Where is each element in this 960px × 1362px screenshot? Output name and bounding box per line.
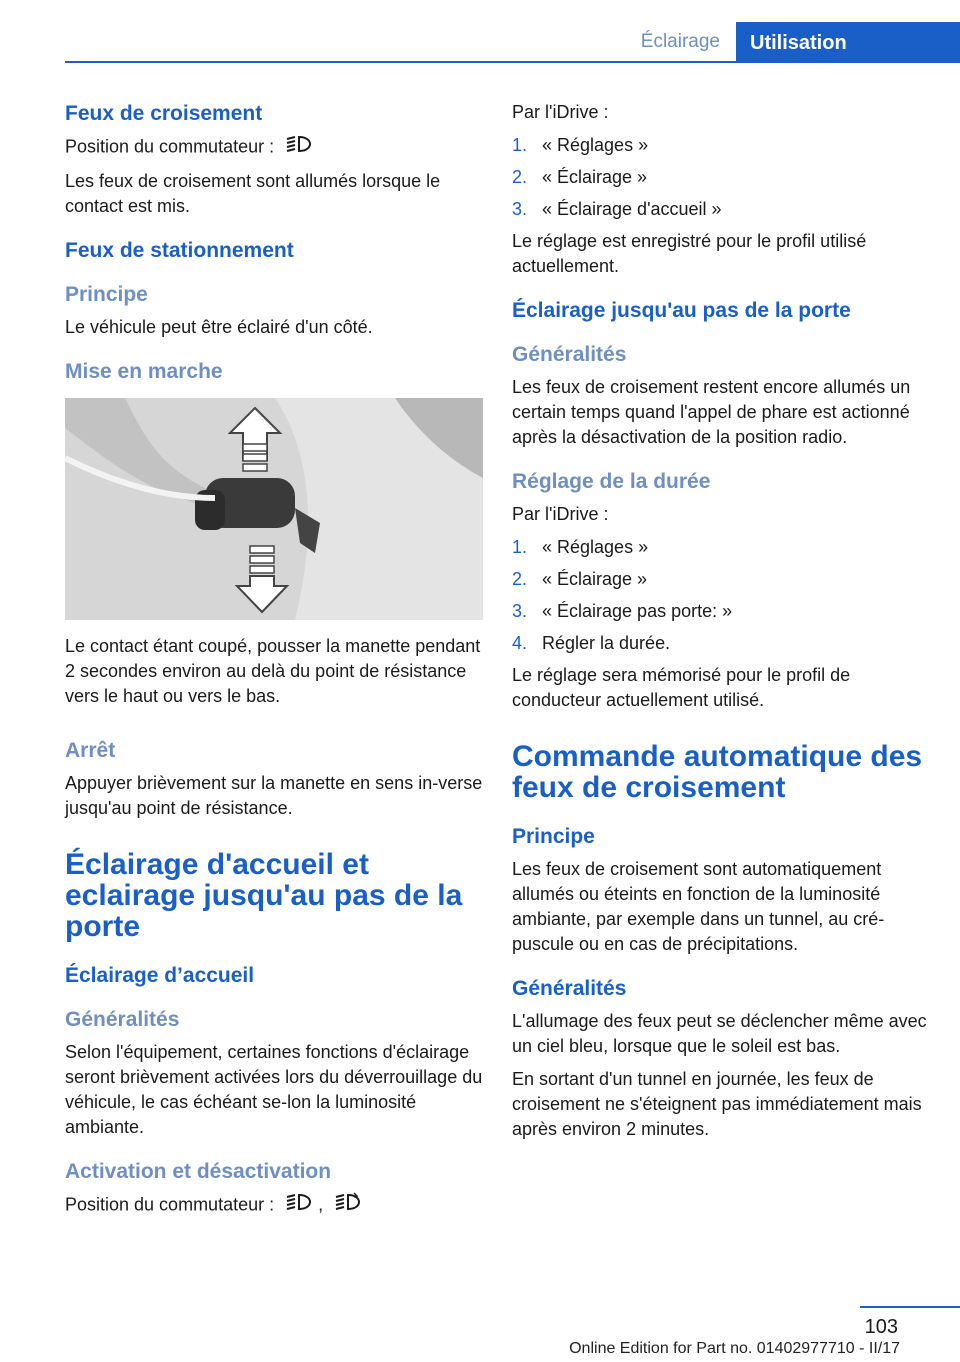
automatic-headlight-icon — [332, 1192, 362, 1219]
step-number: 1. — [512, 537, 528, 557]
heading-principle: Principe — [65, 283, 148, 306]
list-item — [512, 165, 930, 190]
heading-general-2: Généralités — [512, 343, 627, 366]
low-beam-paragraph: Les feux de croisement sont allumés lorsque le contact est mis. — [65, 171, 441, 216]
heading-general-3: Généralités — [512, 977, 627, 1000]
heading-switch-on: Mise en marche — [65, 360, 223, 383]
step-text: « Éclairage » — [542, 569, 648, 589]
principle-paragraph-2: Les feux de croisement sont automatiquement allumés ou éteints en fonction de la luminosité ambiante, par exemple dans un tunnel, au cré-puscule ou en cas de précipitations. — [512, 859, 885, 954]
heading-low-beam: Feux de croisement — [65, 102, 263, 125]
heading-general: Généralités — [65, 1008, 180, 1031]
step-number: 1. — [512, 135, 528, 155]
list-item — [512, 567, 930, 592]
step-text: « Éclairage d'accueil » — [542, 199, 722, 219]
step-number: 3. — [512, 601, 528, 621]
list-item — [512, 197, 930, 222]
activation-switch-label: Position du commutateur : — [65, 1194, 275, 1215]
general-paragraph-2: Les feux de croisement restent encore allumés un certain temps quand l'appel de phare est actionné après la désactivation de la position radio. — [512, 377, 911, 447]
header-chapter-tab: Utilisation — [736, 22, 960, 62]
page-number: 103 — [864, 1316, 898, 1338]
switch-position-text — [65, 134, 483, 161]
heading-auto-headlights: Commande automatique des feux de croisement — [512, 740, 923, 804]
step-number: 3. — [512, 199, 528, 219]
heading-activation: Activation et désactivation — [65, 1160, 332, 1183]
principle-paragraph: Le véhicule peut être éclairé d'un côté. — [65, 317, 373, 337]
saved-paragraph-2: Le réglage sera mémorisé pour le profil de conducteur actuellement utilisé. — [512, 665, 851, 710]
heading-welcome-lights: Éclairage d'accueil et eclairage jusqu'au pas de la porte — [65, 848, 463, 943]
footer-rule — [860, 1306, 960, 1308]
stalk-illustration — [65, 398, 483, 620]
saved-paragraph-1: Le réglage est enregistré pour le profil utilisé actuellement. — [512, 231, 867, 276]
idrive-intro-1: Par l'iDrive : — [512, 102, 609, 122]
heading-off: Arrêt — [65, 739, 116, 762]
general-paragraph: Selon l'équipement, certaines fonctions d'éclairage seront brièvement activées lors du déverrouillage du véhicule, le cas échéant se-lon la luminosité ambiante. — [65, 1042, 483, 1137]
low-beam-headlight-icon — [283, 134, 313, 161]
list-item — [512, 599, 930, 624]
left-column — [65, 100, 483, 1227]
off-paragraph: Appuyer brièvement sur la manette en sens in-verse jusqu'au point de résistance. — [65, 773, 483, 818]
list-item — [512, 133, 930, 158]
activation-switch-text — [65, 1192, 483, 1219]
step-text: « Réglages » — [542, 135, 649, 155]
heading-doorstep: Éclairage jusqu'au pas de la porte — [512, 299, 851, 322]
header-rule — [65, 61, 960, 63]
footer-edition: Online Edition for Part no. 01402977710 - II/17 — [569, 1340, 900, 1357]
header-section-label: Éclairage — [640, 31, 720, 52]
activation-separator: , — [318, 1194, 324, 1215]
step-text: « Éclairage » — [542, 167, 648, 187]
heading-parking-lights: Feux de stationnement — [65, 239, 294, 262]
switch-on-paragraph: Le contact étant coupé, pousser la manette pendant 2 secondes environ au delà du point de résistance vers le haut ou vers le bas. — [65, 636, 481, 706]
idrive-intro-2: Par l'iDrive : — [512, 504, 609, 524]
step-number: 4. — [512, 633, 528, 653]
step-number: 2. — [512, 569, 528, 589]
step-number: 2. — [512, 167, 528, 187]
heading-duration: Réglage de la durée — [512, 470, 711, 493]
heading-principle-2: Principe — [512, 825, 595, 848]
steps-list-2 — [512, 535, 930, 656]
general-paragraph-3b: En sortant d'un tunnel en journée, les feux de croisement ne s'éteignent pas immédiatement mais après environ 2 minutes. — [512, 1069, 922, 1139]
general-paragraph-3a: L'allumage des feux peut se déclencher même avec un ciel bleu, lorsque que le soleil est bas. — [512, 1011, 927, 1056]
list-item — [512, 535, 930, 560]
list-item — [512, 631, 930, 656]
step-text: Régler la durée. — [542, 633, 671, 653]
low-beam-headlight-icon — [283, 1192, 313, 1219]
heading-welcome: Éclairage d’accueil — [65, 964, 255, 987]
right-column — [512, 100, 930, 1150]
step-text: « Réglages » — [542, 537, 649, 557]
step-text: « Éclairage pas porte: » — [542, 601, 733, 621]
switch-position-label: Position du commutateur : — [65, 136, 275, 157]
steps-list-1 — [512, 133, 930, 222]
